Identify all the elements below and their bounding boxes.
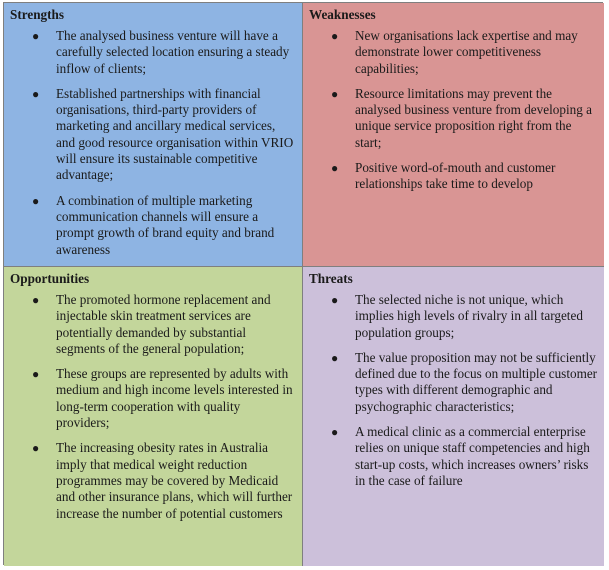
opportunities-item bbox=[10, 366, 296, 431]
bullet-icon: ● bbox=[32, 193, 40, 208]
bullet-icon: ● bbox=[331, 161, 339, 176]
bullet-icon: ● bbox=[32, 367, 40, 382]
bullet-icon: ● bbox=[331, 29, 339, 43]
weaknesses-heading: Weaknesses bbox=[309, 7, 376, 22]
strengths-item bbox=[10, 28, 296, 77]
bullet-icon: ● bbox=[331, 86, 339, 101]
bullet-icon: ● bbox=[331, 293, 339, 307]
threats-item bbox=[309, 292, 598, 341]
threats-item-text: A medical clinic as a commercial enterprise relies on unique staff competencies and high start-up costs, which increases owners’ risks in the case of failure bbox=[355, 424, 590, 488]
bullet-icon: ● bbox=[331, 425, 339, 440]
opportunities-heading: Opportunities bbox=[10, 271, 90, 286]
strengths-list bbox=[10, 28, 296, 258]
weaknesses-item-text: Resource limitations may prevent the analysed business venture from developing a unique service proposition right from the start; bbox=[355, 85, 592, 150]
weaknesses-quadrant bbox=[303, 3, 604, 267]
threats-item-text: The selected niche is not unique, which implies high levels of rivalry in all targeted population groups; bbox=[355, 292, 583, 340]
threats-item-text: The value proposition may not be sufficiently defined due to the focus on multiple customer types with different demographic and psychographic characteristics; bbox=[355, 349, 598, 414]
opportunities-item bbox=[10, 292, 296, 357]
bullet-icon: ● bbox=[32, 29, 40, 43]
strengths-quadrant bbox=[4, 3, 303, 267]
opportunities-quadrant bbox=[4, 267, 303, 566]
strengths-item bbox=[10, 86, 296, 184]
opportunities-item-text: The increasing obesity rates in Australia imply that medical weight reduction programmes may be covered by Medicaid and other insurance plans, which will further increase the number of potential customers bbox=[56, 440, 293, 521]
strengths-item-text: Established partnerships with financial organisations, third-party providers of marketing and ancillary medical services, and good resource organisation within VRIO will ensure its sustainable competitive advantage; bbox=[56, 85, 294, 183]
strengths-heading: Strengths bbox=[10, 7, 64, 22]
opportunities-item-text: These groups are represented by adults with medium and high income levels interested in long-term cooperation with quality providers; bbox=[56, 366, 293, 431]
threats-item bbox=[309, 424, 598, 489]
weaknesses-item bbox=[309, 86, 598, 151]
weaknesses-item-text: New organisations lack expertise and may demonstrate lower competitiveness capabilities; bbox=[355, 28, 578, 76]
bullet-icon: ● bbox=[32, 441, 40, 456]
bullet-icon: ● bbox=[331, 350, 339, 365]
weaknesses-item bbox=[309, 160, 598, 193]
opportunities-list bbox=[10, 292, 296, 522]
weaknesses-list bbox=[309, 28, 598, 193]
strengths-item bbox=[10, 193, 296, 258]
weaknesses-item bbox=[309, 28, 598, 77]
opportunities-item-text: The promoted hormone replacement and injectable skin treatment services are potentially demanded by substantial segments of the general population; bbox=[56, 292, 271, 356]
bullet-icon: ● bbox=[32, 86, 40, 101]
threats-list bbox=[309, 292, 598, 489]
threats-item bbox=[309, 350, 598, 415]
strengths-item-text: The analysed business venture will have a carefully selected location ensuring a steady inflow of clients; bbox=[56, 28, 290, 76]
threats-heading: Threats bbox=[309, 271, 353, 286]
bullet-icon: ● bbox=[32, 293, 40, 307]
threats-quadrant bbox=[303, 267, 604, 566]
opportunities-item bbox=[10, 440, 296, 521]
weaknesses-item-text: Positive word-of-mouth and customer relationships take time to develop bbox=[355, 160, 556, 192]
strengths-item-text: A combination of multiple marketing communication channels will ensure a prompt growth of brand equity and brand awareness bbox=[56, 192, 275, 257]
swot-table bbox=[3, 2, 603, 565]
